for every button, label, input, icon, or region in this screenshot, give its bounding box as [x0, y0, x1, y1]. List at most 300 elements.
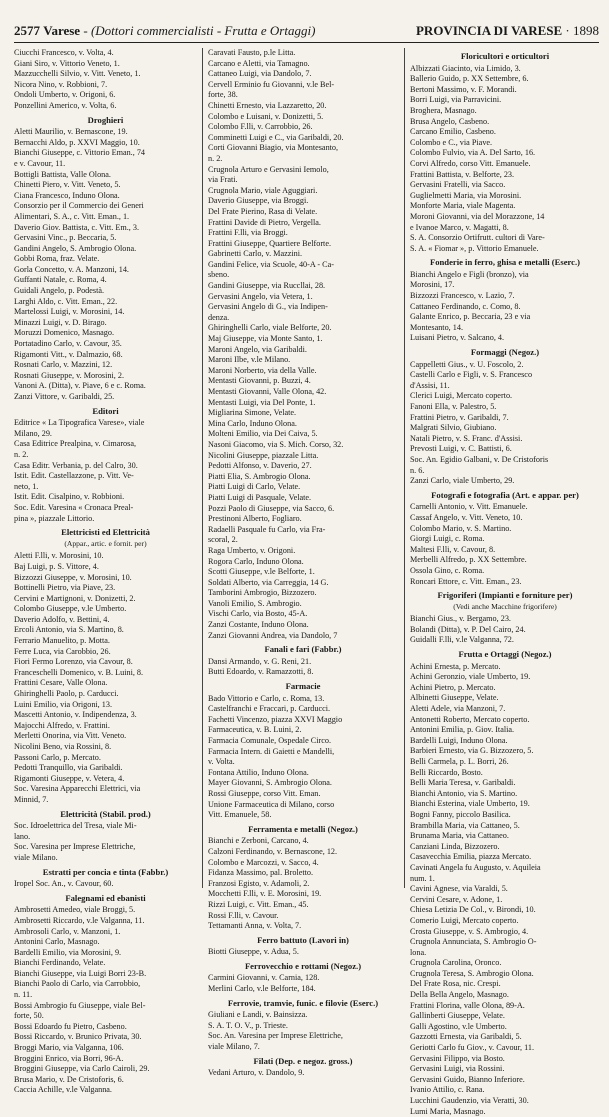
- directory-entry: Crugnola Annunciata, S. Ambrogio O-: [410, 937, 537, 947]
- directory-entry: Mascetti Antonio, v. Indipendenza, 3.: [14, 710, 137, 720]
- directory-entry: S. A. « Fiomar », p. Vittorio Emanuele.: [410, 243, 539, 253]
- directory-entry: Ercoli Antonio, via S. Martino, 8.: [14, 625, 124, 635]
- directory-entry: Nasoni Giacomo, via S. Mich. Corso, 32.: [208, 439, 344, 449]
- directory-entry: Portatadino Carlo, v. Cavour, 35.: [14, 339, 122, 349]
- directory-entry: v. Volta.: [208, 757, 235, 767]
- directory-entry: Moroni Giovanni, via del Morazzone, 14: [410, 211, 545, 221]
- section-heading: Editori: [92, 405, 119, 416]
- directory-entry: Biotti Giuseppe, v. Adua, 5.: [208, 947, 299, 957]
- directory-entry: Cattaneo Ferdinando, c. Como, 8.: [410, 301, 521, 311]
- directory-entry: Gandini Felice, via Scuole, 40-A - Ca-: [208, 259, 334, 269]
- directory-entry: Roncari Ettore, c. Vitt. Eman., 23.: [410, 576, 522, 586]
- directory-entry: Bernacchi Aldo, p. XXVI Maggio, 10.: [14, 137, 140, 147]
- directory-entry: Brunama Maria, via Cattaneo.: [410, 831, 509, 841]
- directory-entry: Soc. Varesina per Imprese Elettriche,: [14, 842, 136, 852]
- directory-entry: Ponzellini Americo, v. Volta, 6.: [14, 100, 117, 110]
- section-heading: Formaggi (Negoz.): [470, 347, 540, 358]
- section-heading: Fonderie in ferro, ghisa e metalli (Eserc.): [429, 257, 581, 268]
- directory-entry: Vedani Arturo, v. Dandolo, 9.: [208, 1068, 305, 1078]
- directory-entry: Gandini Giuseppe, via Ruccllai, 28.: [208, 281, 326, 291]
- directory-entry: Chiesa Letizia De Col., v. Birondi, 10.: [410, 905, 536, 915]
- directory-entry: Piatti Luigi di Carlo, Velate.: [208, 482, 301, 492]
- directory-entry: Passoni Carlo, p. Mercato.: [14, 752, 101, 762]
- directory-entry: Ferre Luca, via Carobbio, 26.: [14, 646, 111, 656]
- directory-entry: Ambrosetti Amedeo, viale Broggi, 5.: [14, 905, 136, 915]
- directory-entry: Maroni Norberto, via della Valle.: [208, 365, 317, 375]
- directory-entry: Bossi Edoardo fu Pietro, Casbeno.: [14, 1021, 127, 1031]
- directory-entry: Ondoli Umberto, v. Origoni, 6.: [14, 90, 116, 100]
- directory-entry: Daverio Giuseppe, via Broggi.: [208, 196, 309, 206]
- directory-entry: Giuliani e Landi, v. Bainsizza.: [208, 1010, 308, 1020]
- directory-entry: Maroni Angelo, via Garibaldi.: [208, 344, 307, 354]
- directory-entry: Bianchi Paolo di Carlo, via Carrobbio,: [14, 979, 141, 989]
- directory-entry: Ciucchi Francesco, v. Volta, 4.: [14, 48, 114, 57]
- section-heading: Falegnami ed ebanisti: [65, 892, 146, 903]
- directory-entry: Bottigli Battista, Valle Olona.: [14, 169, 111, 179]
- directory-entry: Frattini F.lli, via Broggi.: [208, 228, 288, 238]
- directory-entry: Fidanza Massimo, pal. Broletto.: [208, 868, 314, 878]
- directory-entry: Antonini Emilia, p. Giov. Italia.: [410, 725, 515, 735]
- directory-entry: Gervasini Vinc., p. Beccaria, 5.: [14, 233, 117, 243]
- directory-entry: Lucchini Gaudenzio, via Veratti, 30.: [410, 1096, 529, 1105]
- directory-entry: Guffanti Natale, c. Roma, 4.: [14, 275, 107, 285]
- directory-entry: Comerio Luigi, Mercato coperto.: [410, 915, 519, 925]
- section-heading: Ferrovecchio e rottami (Negoz.): [244, 960, 362, 971]
- directory-entry: Galante Enrico, p. Beccaria, 23 e via: [410, 312, 531, 322]
- directory-entry: sbeno.: [208, 270, 230, 280]
- directory-entry: Broggini Enrico, via Borri, 96-A.: [14, 1053, 124, 1063]
- directory-entry: Colombo e Luisani, v. Donizetti, 5.: [208, 111, 324, 121]
- directory-entry: Carnelli Antonio, v. Vitt. Emanuele.: [410, 502, 528, 512]
- directory-entry: Broggi Mario, via Valganna, 106.: [14, 1043, 124, 1053]
- directory-entry: viale Milano, 7.: [208, 1042, 260, 1052]
- directory-entry: Rossi Giuseppe, corso Vitt. Eman.: [208, 788, 321, 798]
- directory-entry: Bianchi Antonio, via S. Martino.: [410, 788, 518, 798]
- section-heading: Fotografi e fotografia (Art. e appar. per): [431, 489, 579, 500]
- directory-entry: Nicolini Giuseppe, piazzale Litta.: [208, 450, 319, 460]
- directory-entry: Morosini, 17.: [410, 280, 455, 290]
- directory-entry: Brusa Angelo, Casbeno.: [410, 116, 490, 126]
- directory-entry: Bottinelli Pietro, via Piave, 23.: [14, 583, 116, 593]
- page-number: 2577: [14, 23, 40, 38]
- directory-entry: Vischi Carlo, via Bosto, 45-A.: [208, 609, 308, 619]
- directory-entry: lona.: [410, 947, 427, 957]
- directory-entry: Bardelli Luigi, Induno Olona.: [410, 735, 508, 745]
- directory-entry: Mina Carlo, Induno Olona.: [208, 418, 297, 428]
- directory-entry: Merlini Carlo, v.le Belforte, 184.: [208, 984, 316, 994]
- directory-entry: Gallinberti Giuseppe, Velate.: [410, 1011, 505, 1021]
- directory-entry: Chinetti Piero, v. Vitt. Veneto, 5.: [14, 180, 121, 190]
- directory-entry: Molteni Emilio, via Dei Caiva, 5.: [208, 429, 318, 439]
- directory-entry: Corvi Alfredo, corso Vitt. Emanuele.: [410, 158, 531, 168]
- directory-entry: Carcano e Aletti, via Tamagno.: [208, 58, 310, 68]
- directory-entry: Zanzi Giovanni Andrea, via Dandolo, 7: [208, 630, 338, 640]
- directory-entry: Ferrario Manuelito, p. Motta.: [14, 636, 110, 646]
- directory-entry: Gabrinetti Carlo, v. Mazzini.: [208, 249, 303, 259]
- column-2: [208, 48, 398, 1078]
- directory-entry: Baj Luigi, p. S. Vittore, 4.: [14, 561, 99, 571]
- directory-entry: Merbelli Alfredo, p. XX Settembre.: [410, 555, 527, 565]
- directory-entry: Daverio Giov. Battista, c. Vitt. Em., 3.: [14, 222, 140, 232]
- directory-entry: Gervasini Angelo, via Vetera, 1.: [208, 291, 313, 301]
- directory-entry: Frattini Florina, valle Olona, 89-A.: [410, 1000, 525, 1010]
- directory-entry: Soc. Varesina Apparecchi Elettrici, via: [14, 784, 141, 794]
- directory-entry: forte, 50.: [14, 1011, 44, 1021]
- directory-entry: Farmacia Intern. di Gaietti e Mandelli,: [208, 746, 335, 756]
- directory-entry: Bossi Riccardo, v. Brunico Privata, 30.: [14, 1032, 142, 1042]
- directory-entry: n. 2.: [14, 449, 29, 459]
- section-heading: Ferro battuto (Lavori in): [257, 934, 349, 945]
- directory-entry: Bado Vittorio e Carlo, c. Roma, 13.: [208, 693, 325, 703]
- page-header: [14, 22, 599, 43]
- directory-entry: Montesanto, 14.: [410, 322, 463, 332]
- directory-entry: Mocchetti F.lli, v. E. Morosini, 19.: [208, 889, 322, 899]
- header-left: 2577 Varese - (Dottori commercialisti - Frutta e Ortaggi): [14, 23, 316, 38]
- directory-entry: Soldati Alberto, via Carreggia, 14 G.: [208, 577, 329, 587]
- directory-entry: Franceschelli Domenico, v. B. Luini, 8.: [14, 667, 144, 677]
- directory-entry: Antonetti Roberto, Mercato coperto.: [410, 714, 530, 724]
- directory-entry: Crugnola Mario, viale Aguggiari.: [208, 185, 318, 195]
- directory-entry: Minazzi Luigi, v. D. Birago.: [14, 317, 107, 327]
- section-heading: Ferramenta e metalli (Negoz.): [248, 823, 358, 834]
- directory-entry: Maj Giuseppe, via Monte Santo, 1.: [208, 334, 323, 344]
- directory-entry: Gervasini Luigi, via Rossini.: [410, 1064, 505, 1074]
- directory-entry: Colombo Fulvio, via A. Del Sarto, 16.: [410, 148, 536, 158]
- directory-entry: Bianchi Giuseppe, c. Vittorio Eman., 74: [14, 148, 146, 158]
- directory-entry: lano.: [14, 831, 31, 841]
- directory-entry: Frattini Giuseppe, Quartiere Belforte.: [208, 238, 332, 248]
- directory-entry: Zanzi Carlo, viale Umberto, 29.: [410, 476, 515, 486]
- directory-entry: Belli Maria Teresa, v. Garibaldi.: [410, 778, 516, 788]
- directory-entry: Bianchi Esterina, viale Umberto, 19.: [410, 799, 530, 809]
- directory-entry: Radaelli Pasquale fu Carlo, via Fra-: [208, 524, 326, 534]
- directory-entry: Galli Agostino, v.le Umberto.: [410, 1021, 507, 1031]
- directory-entry: Vanoli Emilio, S. Ambrogio.: [208, 598, 302, 608]
- directory-entry: Vanoni A. (Ditta), v. Piave, 6 e c. Roma.: [14, 381, 146, 391]
- directory-entry: Comminetti Luigi e C., via Garibaldi, 20.: [208, 132, 344, 142]
- directory-entry: Borri Luigi, via Parravicini.: [410, 95, 502, 105]
- directory-entry: Gorla Concetto, v. A. Manzoni, 14.: [14, 264, 129, 274]
- directory-entry: Larghi Aldo, c. Vitt. Eman., 22.: [14, 296, 118, 306]
- directory-entry: Prestinoni Alberto, Fogliaro.: [208, 514, 302, 524]
- directory-entry: Fiori Fermo Lorenzo, via Cavour, 8.: [14, 657, 133, 667]
- directory-entry: Crugnola Arturo e Gervasini Iemolo,: [208, 164, 329, 174]
- directory-entry: Minnid, 7.: [14, 794, 49, 804]
- directory-entry: Della Bella Angelo, Masnago.: [410, 990, 509, 1000]
- directory-entry: Caravati Fausto, p.le Litta.: [208, 48, 296, 57]
- section-heading: Fanali e fari (Fabbr.): [264, 644, 342, 655]
- section-heading: Droghieri: [87, 114, 124, 125]
- directory-entry: n. 11.: [14, 990, 33, 1000]
- directory-entry: Belli Riccardo, Bosto.: [410, 767, 483, 777]
- directory-entry: Malgrati Silvio, Giubiano.: [410, 423, 497, 433]
- directory-entry: Ballerio Guido, p. XX Settembre, 6.: [410, 74, 529, 84]
- directory-entry: Ghiringhelli Paolo, p. Carducci.: [14, 689, 119, 699]
- directory-entry: Casa Editrice Prealpina, v. Cimarosa,: [14, 439, 137, 449]
- directory-entry: Rizzi Luigi, c. Vitt. Eman., 45.: [208, 899, 309, 909]
- header-right: PROVINCIA DI VARESE · 1898: [415, 23, 599, 38]
- section-heading: Estratti per concia e tinta (Fabbr.): [42, 866, 169, 877]
- directory-entry: Frattini Battista, v. Belforte, 23.: [410, 169, 515, 179]
- directory-entry: Castelfranchi e Fraccari, p. Carducci.: [208, 704, 331, 714]
- city-name: Varese: [43, 23, 81, 38]
- directory-entry: Castelli Carlo e Figli, v. S. Francesco: [410, 370, 533, 380]
- directory-entry: Achini Pietro, p. Mercato.: [410, 682, 496, 692]
- directory-entry: Martelossi Luigi, v. Morosini, 14.: [14, 307, 125, 317]
- directory-entry: Rosnati Carlo, v. Mazzini, 12.: [14, 360, 113, 370]
- directory-entry: Cervell Erminio fu Giovanni, v.le Bel-: [208, 79, 335, 89]
- directory-entry: Gazzotti Ernesta, via Garibaldi, 5.: [410, 1032, 522, 1042]
- directory-entry: via Frati.: [208, 175, 238, 185]
- directory-entry: Barbieri Ernesto, via G. Bizzozero, 5.: [410, 746, 534, 756]
- directory-entry: Guidali Angelo, p. Podestà.: [14, 286, 105, 296]
- section-heading: Elettricisti ed Elettricità: [61, 527, 150, 538]
- directory-entry: Maroni Ilbe, v.le Milano.: [208, 355, 291, 365]
- directory-entry: Rigamonti Vitt., v. Dalmazio, 68.: [14, 349, 123, 359]
- directory-entry: Gervasini Fratelli, via Sacco.: [410, 180, 506, 190]
- directory-entry: Farmacia Comunale, Ospedale Circo.: [208, 736, 332, 745]
- directory-entry: num. 1.: [410, 873, 435, 883]
- directory-entry: Mayer Giovanni, S. Ambrogio Olona.: [208, 778, 332, 788]
- directory-entry: Editrice « La Tipografica Varese», viale: [14, 418, 145, 428]
- directory-entry: Frattini Davide di Pietro, Vergella.: [208, 217, 321, 227]
- directory-entry: Cervini e Martignoni, v. Donizetti, 2.: [14, 593, 136, 603]
- directory-entry: Prevosti Luigi, v. C. Battisti, 6.: [410, 444, 512, 454]
- directory-entry: Cavinati Angela fu Augusto, v. Aquileia: [410, 862, 541, 872]
- directory-entry: Bianchi e Zerboni, Carcano, 4.: [208, 836, 309, 846]
- directory-entry: Bossi Ambrogio fu Giuseppe, viale Bel-: [14, 1000, 146, 1010]
- directory-entry: Albizzati Giacinto, via Limido, 3.: [410, 63, 521, 73]
- directory-entry: Achini Ernesta, p. Mercato.: [410, 661, 501, 671]
- directory-entry: Alimentari, S. A., c. Vitt. Eman., 1.: [14, 211, 130, 221]
- column-3: [410, 48, 600, 1116]
- directory-entry: Bianchi Gius., v. Bergamo, 23.: [410, 614, 511, 624]
- directory-entry: Colombo e Marcozzi, v. Sacco, 4.: [208, 857, 319, 867]
- directory-entry: Aletti Maurilio, v. Bernascone, 19.: [14, 127, 128, 137]
- directory-entry: Cappelletti Gius., v. U. Foscolo, 2.: [410, 359, 524, 369]
- column-1: [14, 48, 197, 1095]
- directory-entry: Tettamanti Anna, v. Volta, 7.: [208, 921, 302, 931]
- directory-entry: Lumi Maria, Masnago.: [410, 1106, 486, 1116]
- directory-entry: Corti Giovanni Biagio, via Montesanto,: [208, 143, 339, 153]
- directory-entry: Carcano Emilio, Casbeno.: [410, 127, 496, 137]
- directory-entry: Mentasti Giovanni, Valle Olona, 42.: [208, 387, 327, 396]
- directory-entry: Cavini Agnese, via Varaldi, 5.: [410, 884, 508, 894]
- directory-entry: Pedotti Tranquillo, via Garibaldi.: [14, 763, 123, 773]
- section-heading: Filati (Dep. e negoz. gross.): [253, 1055, 353, 1066]
- directory-entry: Gandini Angelo, S. Ambrogio Olona.: [14, 243, 137, 253]
- directory-entry: Canziani Linda, Bizzozero.: [410, 841, 500, 851]
- directory-entry: Chinetti Ernesto, via Lazzaretto, 20.: [208, 100, 327, 110]
- directory-entry: Gobbi Roma, fraz. Velate.: [14, 254, 100, 264]
- directory-entry: Iropel Soc. An., v. Cavour, 60.: [14, 879, 114, 889]
- directory-entry: Geriotti Carlo fu Giov., v. Cavour, 11.: [410, 1043, 535, 1053]
- directory-entry: Cassaf Angelo, v. Vitt. Veneto, 10.: [410, 512, 523, 522]
- directory-entry: e v. Cavour, 11.: [14, 158, 66, 168]
- directory-entry: Del Frate Pierino, Rasa di Velate.: [208, 206, 318, 216]
- directory-entry: forte, 38.: [208, 90, 238, 100]
- directory-entry: Soc. An. Varesina per Imprese Elettriche,: [208, 1031, 343, 1041]
- directory-entry: Migliarina Simone, Velate.: [208, 408, 297, 418]
- directory-entry: Butti Edoardo, v. Ramazzotti, 8.: [208, 667, 314, 677]
- directory-entry: Brambilla Maria, via Cattaneo, 5.: [410, 820, 520, 830]
- directory-entry: e Ivanoe Marco, v. Magatti, 8.: [410, 222, 509, 232]
- directory-entry: Broghera, Masnago.: [410, 105, 477, 115]
- directory-entry: Soc. Idroelettrica del Tresa, viale Mi-: [14, 821, 137, 831]
- directory-entry: Franzosi Egisto, v. Adamoli, 2.: [208, 878, 310, 888]
- directory-entry: Rosnati Giuseppe, v. Morosini, 2.: [14, 370, 124, 380]
- directory-entry: Bianchi Ferdinando, Velate.: [14, 958, 106, 968]
- directory-entry: Colombo Mario, v. S. Martino.: [410, 523, 512, 533]
- directory-entry: Bizzozzi Giuseppe, v. Morosini, 10.: [14, 572, 132, 582]
- directory-entry: Ghiringhelli Carlo, viale Belforte, 20.: [208, 323, 332, 333]
- directory-entry: Soc. An. Egidio Galbani, v. De Cristoforis: [410, 454, 549, 464]
- directory-entry: Casavecchia Emilia, piazza Mercato.: [410, 852, 532, 862]
- directory-entry: Ambrosetti Riccardo, v.le Valganna, 11.: [14, 915, 145, 925]
- directory-entry: Natali Pietro, v. S. Franc. d'Assisi.: [410, 433, 523, 443]
- directory-entry: Fontana Attilio, Induno Olona.: [208, 767, 309, 777]
- section-subheading: (Appar., artic. e fornit. per): [64, 538, 147, 548]
- directory-entry: Calzoni Ferdinando, v. Bernascone, 12.: [208, 846, 338, 856]
- directory-entry: Bizzozzi Francesco, v. Lazio, 7.: [410, 291, 515, 301]
- directory-entry: Monforte Maria, viale Magenta.: [410, 201, 516, 211]
- directory-entry: Broggini Giuseppe, via Carlo Cairoli, 29.: [14, 1064, 150, 1074]
- directory-entry: Gervasini Guido, Bianno Inferiore.: [410, 1074, 525, 1084]
- directory-entry: Brusa Mario, v. De Cristoforis, 6.: [14, 1074, 124, 1084]
- directory-entry: Istit. Edit. Castellazzone, p. Vitt. Ve-: [14, 471, 134, 481]
- directory-entry: Mentasti Luigi, via Del Ponte, 1.: [208, 397, 316, 407]
- directory-entry: Bardelli Emilio, via Morosini, 9.: [14, 947, 122, 957]
- directory-entry: Crugnola Carolina, Oronco.: [410, 958, 502, 968]
- directory-entry: S. A. T. O. V., p. Trieste.: [208, 1020, 288, 1030]
- directory-entry: Rogora Carlo, Induno Olona.: [208, 556, 304, 566]
- directory-entry: Antonini Carlo, Masnago.: [14, 937, 100, 947]
- directory-entry: Luini Emilio, via Origoni, 13.: [14, 699, 113, 709]
- directory-entry: Piatti Elia, S. Ambrogio Olona.: [208, 471, 311, 481]
- directory-entry: Gervasini Angelo di G., via Indipen-: [208, 302, 328, 312]
- directory-entry: Crugnola Teresa, S. Ambrogio Olona.: [410, 968, 534, 978]
- directory-entry: Ossola Gino, c. Roma.: [410, 565, 485, 575]
- directory-entry: Istit. Edit. Cisalpino, v. Robbioni.: [14, 492, 125, 502]
- directory-entry: Scotti Giuseppe, v.le Belforte, 1.: [208, 567, 315, 577]
- directory-entry: Maltesi F.lli, v. Cavour, 8.: [410, 544, 496, 554]
- directory-entry: d'Assisi, 11.: [410, 380, 450, 390]
- directory-entry: S. A. Consorzio Ortifrutt. cultori di Vare-: [410, 233, 545, 243]
- directory-entry: Unione Farmaceutica di Milano, corso: [208, 799, 335, 809]
- directory-entry: Del Frate Rosa, nic. Crespi.: [410, 979, 501, 989]
- directory-entry: Soc. Edit. Varesina « Cronaca Preal-: [14, 502, 134, 512]
- directory-entry: Gervasini Filippo, via Bosto.: [410, 1053, 505, 1063]
- directory-entry: Cattaneo Luigi, via Dandolo, 7.: [208, 69, 312, 79]
- directory-entry: Fanoni Ella, v. Palestro, 5.: [410, 402, 497, 411]
- directory-entry: Mentasti Giovanni, p. Buzzi, 4.: [208, 376, 311, 386]
- directory-entry: Bolandi (Ditta), v. P. Del Cairo, 24.: [410, 624, 526, 634]
- directory-entry: Bianchi Angelo e Figli (bronzo), via: [410, 269, 529, 279]
- directory-entry: Frattini Pietro, v. Garibaldi, 7.: [410, 412, 509, 422]
- edition-year: 1898: [573, 23, 599, 38]
- directory-entry: Raga Umberto, v. Origoni.: [208, 545, 296, 555]
- directory-entry: Majocchi Alfredo, v. Frattini.: [14, 720, 110, 730]
- directory-entry: Nicolini Beno, via Rossini, 8.: [14, 742, 112, 751]
- directory-entry: Ivanio Attilio, c. Rana.: [410, 1085, 485, 1095]
- directory-entry: Albinetti Giuseppe, Velate.: [410, 693, 499, 703]
- directory-entry: Giorgi Luigi, c. Roma.: [410, 534, 485, 544]
- directory-entry: Caccia Achille, v.le Valganna.: [14, 1085, 112, 1095]
- directory-entry: Ambrosoli Carlo, v. Manzoni, 1.: [14, 926, 121, 936]
- section-heading: Elettricità (Stabil. prod.): [60, 808, 151, 819]
- directory-entry: Casa Editr. Verbania, p. del Calro, 30.: [14, 460, 138, 470]
- directory-entry: Vitt. Emanuele, 58.: [208, 810, 272, 820]
- directory-entry: Piatti Luigi di Pasquale, Velate.: [208, 492, 312, 502]
- directory-entry: Frattini Cesare, Valle Olona.: [14, 678, 108, 688]
- directory-entry: Ciana Francesco, Induno Olona.: [14, 190, 120, 200]
- directory-entry: Colombo Giuseppe, v.le Umberto.: [14, 604, 127, 614]
- directory-entry: Clerici Luigi, Mercato coperto.: [410, 391, 513, 401]
- directory-entry: Consorzio per il Commercio dei Generi: [14, 201, 144, 211]
- directory-entry: Pedotti Alfonso, v. Daverio, 27.: [208, 461, 312, 471]
- directory-entry: Aletti Adele, via Manzoni, 7.: [410, 704, 506, 714]
- directory-entry: Rossi F.lli, v. Cavour.: [208, 910, 279, 920]
- section-topic: (Dottori commercialisti - Frutta e Ortaggi): [90, 23, 316, 38]
- directory-entry: Zanzi Costante, Induno Olona.: [208, 620, 309, 630]
- directory-entry: Cervini Cesare, v. Adone, 1.: [410, 894, 503, 904]
- section-heading: Floricultori e orticultori: [460, 51, 550, 61]
- directory-entry: Nicora Nino, v. Robbioni, 7.: [14, 79, 108, 89]
- directory-entry: Belli Carmela, p. L. Borri, 26.: [410, 757, 509, 766]
- directory-entry: scoral, 2.: [208, 535, 238, 545]
- directory-entry: Milano, 29.: [14, 428, 52, 438]
- directory-entry: viale Milano.: [14, 852, 58, 862]
- directory-entry: Luisani Pietro, v. Salcano, 4.: [410, 333, 505, 343]
- directory-entry: Guidalli F.lli, v.le Valganna, 72.: [410, 635, 514, 645]
- section-heading: Farmacie: [285, 681, 321, 692]
- directory-entry: Crosta Giuseppe, v. S. Ambrogio, 4.: [410, 926, 529, 936]
- directory-entry: Colombo F.lli, v. Carrobbio, 26.: [208, 122, 313, 132]
- directory-entry: Mazzucchelli Silvio, v. Vitt. Veneto, 1.: [14, 69, 141, 79]
- directory-entry: Moruzzi Domenico, Masnago.: [14, 328, 115, 338]
- directory-entry: Carmini Giovanni, v. Carnia, 128.: [208, 973, 320, 983]
- directory-entry: Rigamonti Giuseppe, v. Vetera, 4.: [14, 773, 125, 783]
- directory-entry: n. 2.: [208, 153, 223, 163]
- directory-entry: Aletti F.lli, v. Morosini, 10.: [14, 551, 104, 561]
- directory-entry: Guglielmetti Maria, via Morosini.: [410, 190, 522, 200]
- section-subheading: (Vedi anche Macchine frigorifere): [453, 601, 557, 611]
- directory-entry: neto, 1.: [14, 481, 39, 491]
- directory-entry: Dansi Armando, v. G. Reni, 21.: [208, 656, 312, 666]
- directory-entry: Giani Siro, v. Vittorio Veneto, 1.: [14, 58, 120, 68]
- directory-entry: Colombo e C., via Piave.: [410, 137, 493, 147]
- column-divider: [404, 48, 405, 888]
- directory-entry: Bianchi Giuseppe, via Luigi Borri 23-B.: [14, 968, 147, 978]
- directory-entry: Farmaceutica, v. B. Luini, 2.: [208, 725, 302, 735]
- directory-entry: Pozzi Paolo di Giuseppe, via Sacco, 6.: [208, 503, 335, 513]
- directory-entry: Merletti Onorina, via Vitt. Veneto.: [14, 731, 127, 741]
- column-divider: [202, 48, 203, 888]
- section-heading: Frigoriferi (Impianti e forniture per): [437, 590, 573, 601]
- directory-entry: denza.: [208, 312, 230, 322]
- directory-entry: Bogni Fanny, piccolo Basilica.: [410, 809, 511, 819]
- directory-entry: pina », piazzale Littorio.: [14, 513, 95, 523]
- directory-entry: Daverio Adolfo, v. Bettini, 4.: [14, 614, 110, 624]
- province-title: PROVINCIA DI VARESE: [415, 23, 563, 38]
- section-heading: Ferrovie, tramvie, funic. e filovie (Eserc.): [227, 997, 379, 1008]
- directory-entry: n. 6.: [410, 465, 425, 475]
- directory-entry: Achini Geronzio, viale Umberto, 19.: [410, 672, 531, 682]
- directory-entry: Fachetti Vincenzo, piazza XXVI Maggio: [208, 714, 343, 724]
- directory-entry: Tamborini Ambrogio, Bizzozero.: [208, 588, 317, 598]
- directory-entry: Zanzi Vittore, v. Garibaldi, 25.: [14, 392, 115, 401]
- directory-entry: Bertoni Massimo, v. F. Morandi.: [410, 84, 517, 94]
